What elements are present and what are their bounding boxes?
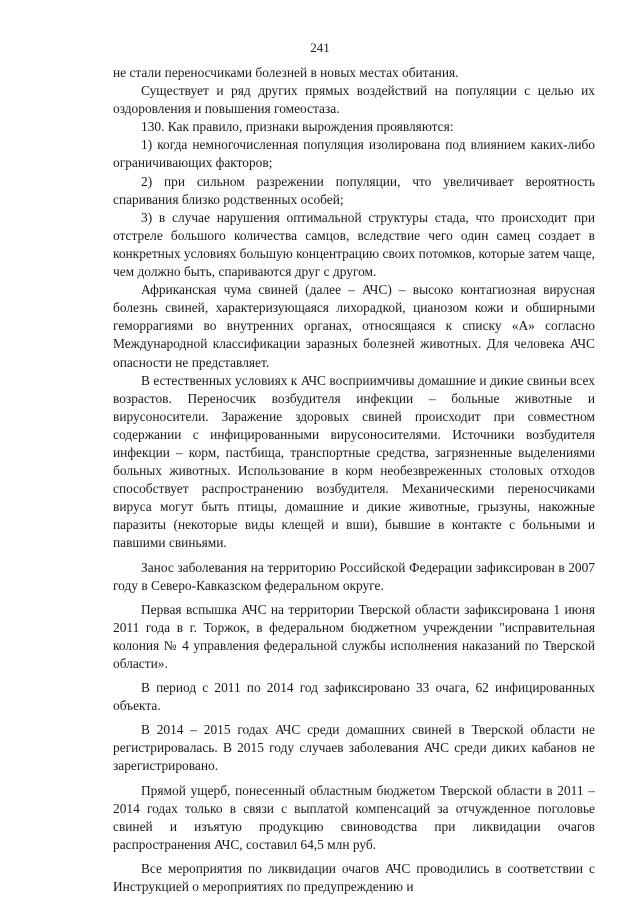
paragraph-other-impacts: Существует и ряд других прямых воздействий на популяции с целью их оздоровления и повышения гомеостаза. bbox=[113, 83, 595, 117]
paragraph-130-heading: 130. Как правило, признаки вырождения проявляются: bbox=[141, 119, 454, 135]
list-item-3: 3) в случае нарушения оптимальной структуры стада, что происходит при отстреле большого количества самцов, вследствие чего один самец создает в конкретных условиях большую концентрацию своих потомков, которые затем чаще, чем должно быть, спариваются друг с другом. bbox=[113, 209, 595, 280]
paragraph-2014-2015: В 2014 – 2015 годах АЧС среди домашних свиней в Тверской области не регистрировалась. В 2015 году случаев заболевания АЧС среди диких кабанов не зарегистрировано. bbox=[113, 722, 595, 774]
paragraph-period-outbreaks: В период с 2011 по 2014 год зафиксировано 33 очага, 62 инфицированных объекта. bbox=[113, 680, 595, 714]
paragraph-first-outbreak: Первая вспышка АЧС на территории Тверской области зафиксирована 1 июня 2011 года в г. Торжок, в федеральном бюджетном учреждении "исправительная колония № 4 управления федеральной службы исполнения наказаний по Тверской области». bbox=[113, 601, 595, 671]
paragraph-asf-introduction: Занос заболевания на территорию Российской Федерации зафиксирован в 2007 году в Северо-Кавказском федеральном округе. bbox=[113, 559, 595, 593]
paragraph-asf-natural-conditions: В естественных условиях к АЧС восприимчивы домашние и дикие свиньи всех возрастов. Переносчик возбудителя инфекции – больные животные и вирусоносители. Заражение здоровых свиней происходит при совместном содержании с инфицированными вирусоносителями. Источники возбудителя инфекции – корм, пастбища, транспортные средства, загрязненные выделениями больных животных. Использование в корм необезвреженных столовых отходов способствует распространению возбудителя. Механическими переносчиками вируса могут быть птицы, домашние и дикие животные, грызуны, накожные паразиты (некоторые виды клещей и вши), бывшие в контакте с больными и павшими свиньями. bbox=[113, 372, 595, 551]
body-text bbox=[113, 64, 595, 896]
paragraph-direct-damage: Прямой ущерб, понесенный областным бюджетом Тверской области в 2011 – 2014 годах только в связи с выплатой компенсаций за отчужденное поголовье свиней и изъятую продукцию свиноводства при ликвидации очагов распространения АЧС, составил 64,5 млн руб. bbox=[113, 782, 595, 852]
list-item-1: 1) когда немногочисленная популяция изолирована под влиянием каких-либо ограничивающих факторов; bbox=[113, 137, 595, 171]
paragraph-asf-definition: Африканская чума свиней (далее – АЧС) – высоко контагиозная вирусная болезнь свиней, характеризующаяся лихорадкой, цианозом кожи и обширными геморрагиями во внутренних органах, относящаяся к списку «А» согласно Международной классификации заразных болезней животных. Для человека АЧС опасности не представляет. bbox=[113, 282, 595, 370]
page-number: 241 bbox=[310, 40, 330, 55]
paragraph-measures: Все мероприятия по ликвидации очагов АЧС проводились в соответствии с Инструкцией о мероприятиях по предупреждению и bbox=[113, 860, 595, 895]
list-item-2: 2) при сильном разрежении популяции, что увеличивает вероятность спаривания близко родственных особей; bbox=[113, 173, 595, 207]
paragraph-continuation: не стали переносчиками болезней в новых местах обитания. bbox=[113, 65, 459, 80]
